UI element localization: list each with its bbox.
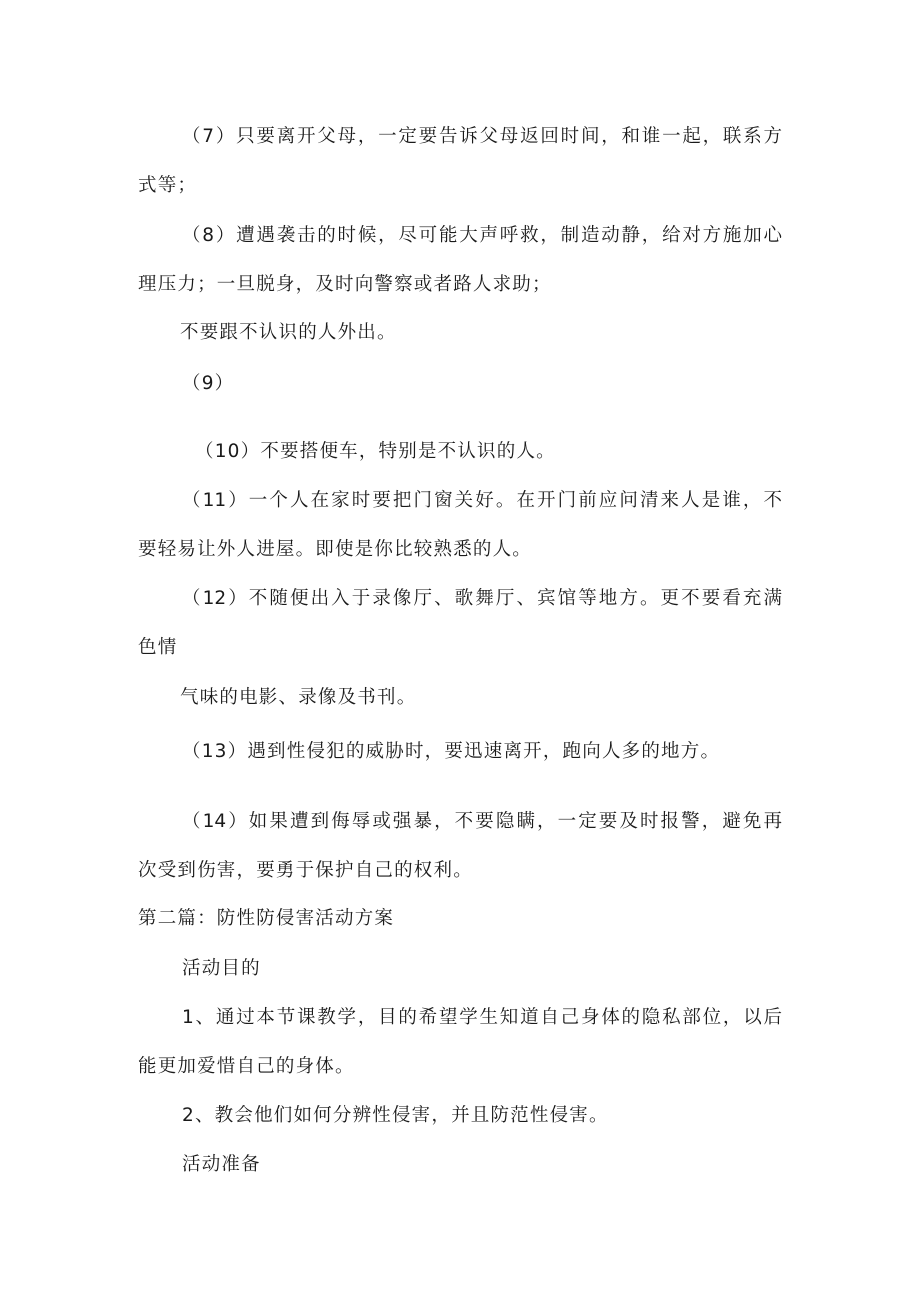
heading-activity-prep: 活动准备 <box>182 1154 261 1175</box>
goal-2: 2、教会他们如何分辨性侵害，并且防范性侵害。 <box>182 1105 609 1126</box>
item-12-line-2: 色情 <box>138 637 178 658</box>
item-11-line-2: 要轻易让外人进屋。即使是你比较熟悉的人。 <box>138 539 533 560</box>
item-12-line-3: 气味的电影、录像及书刊。 <box>180 687 417 708</box>
heading-activity-goal: 活动目的 <box>182 958 261 979</box>
item-11-line-1: （11）一个人在家时要把门窗关好。在开门前应问清来人是谁，不 <box>182 490 782 511</box>
goal-1-line-1: 1、通过本节课教学，目的希望学生知道自己身体的隐私部位，以后 <box>182 1007 782 1028</box>
item-9: （9） <box>182 373 235 394</box>
item-12-line-1: （12）不随便出入于录像厅、歌舞厅、宾馆等地方。更不要看充满 <box>182 588 782 609</box>
item-8-line-2: 理压力；一旦脱身，及时向警察或者路人求助； <box>138 274 552 295</box>
item-8-line-1: （8）遭遇袭击的时候，尽可能大声呼救，制造动静，给对方施加心 <box>182 225 782 246</box>
item-10: （10）不要搭便车，特别是不认识的人。 <box>195 441 556 462</box>
item-7-line-2: 式等； <box>138 175 198 196</box>
item-7-line-1: （7）只要离开父母，一定要告诉父母返回时间，和谁一起，联系方 <box>182 126 782 147</box>
goal-1-line-2: 能更加爱惜自己的身体。 <box>138 1056 355 1077</box>
item-14-line-1: （14）如果遭到侮辱或强暴，不要隐瞒，一定要及时报警，避免再 <box>182 811 782 832</box>
section-title: 第二篇：防性防侵害活动方案 <box>138 908 395 929</box>
item-14-line-2: 次受到伤害，要勇于保护自己的权利。 <box>138 860 473 881</box>
standalone-line: 不要跟不认识的人外出。 <box>180 322 397 343</box>
item-13: （13）遇到性侵犯的威胁时，要迅速离开，跑向人多的地方。 <box>182 741 721 762</box>
